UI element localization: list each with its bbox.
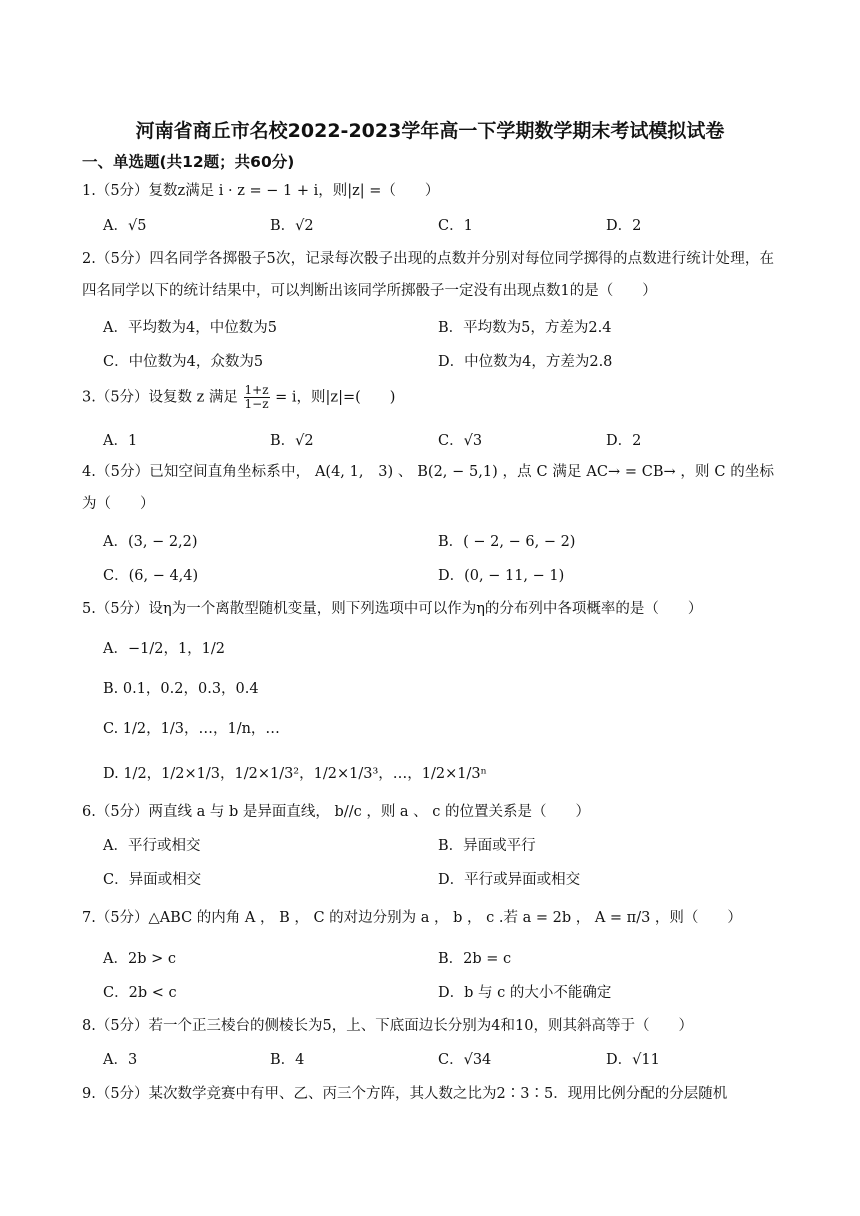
question-6-option-b: B．异面或平行 [438,838,536,854]
question-1-stem: 1.（5分）复数z满足 i · z = − 1 + i，则|z| =（ ） [82,183,440,199]
question-5-option-d: D. 1/2，1/2×1/3，1/2×1/3²，1/2×1/3³，…，1/2×1/3ⁿ [103,766,487,782]
question-7-option-b: B．2b = c [438,951,512,967]
question-3-option-b: B．√2 [270,433,314,449]
question-3-stem-post: = i，则|z|=( ) [275,389,396,406]
question-3-option-c: C．√3 [438,433,483,449]
question-5-stem: 5.（5分）设η为一个离散型随机变量，则下列选项中可以作为η的分布列中各项概率的是（ ） [82,601,703,617]
question-7-option-c: C．2b < c [103,985,177,1001]
question-3-option-a: A．1 [103,433,138,449]
question-4-option-d: D．(0, − 11, − 1) [438,568,565,584]
question-6-option-a: A．平行或相交 [103,838,201,854]
question-1-option-b: B．√2 [270,218,314,234]
question-1-option-a: A．√5 [103,218,147,234]
question-2-option-d: D．中位数为4，方差为2.8 [438,354,613,370]
question-7-option-a: A．2b > c [103,951,176,967]
question-1-option-d: D．2 [606,218,642,234]
question-1-option-c: C．1 [438,218,473,234]
question-4-option-b: B．( − 2, − 6, − 2) [438,534,576,550]
question-2-option-a: A．平均数为4，中位数为5 [103,320,277,336]
question-6-stem: 6.（5分）两直线 a 与 b 是异面直线， b//c ，则 a 、 c 的位置关系是（ ） [82,804,591,820]
question-6-option-d: D．平行或异面或相交 [438,872,581,888]
question-2-option-c: C．中位数为4，众数为5 [103,354,264,370]
question-5-option-b: B. 0.1，0.2，0.3，0.4 [103,681,259,697]
question-3-stem-pre: 3.（5分）设复数 z 满足 [82,389,238,406]
question-8-stem: 8.（5分）若一个正三棱台的侧棱长为5，上、下底面边长分别为4和10，则其斜高等于（ ） [82,1018,693,1034]
question-2-option-b: B．平均数为5，方差为2.4 [438,320,612,336]
question-3-stem [82,384,395,411]
question-8-option-b: B．4 [270,1052,305,1068]
question-9-stem: 9.（5分）某次数学竞赛中有甲、乙、丙三个方阵，其人数之比为2∶3∶5．现用比例分配的分层随机 [82,1086,728,1102]
question-2-stem: 2.（5分）四名同学各掷骰子5次，记录每次骰子出现的点数并分别对每位同学掷得的点数进行统计处理，在四名同学以下的统计结果中，可以判断出该同学所掷骰子一定没有出现点数1的是（ ） [82,251,774,299]
question-3-option-d: D．2 [606,433,642,449]
question-4-option-a: A．(3, − 2,2) [103,534,198,550]
question-4-stem: 4.（5分）已知空间直角坐标系中， A(4, 1, 3) 、 B(2, − 5,1) ，点 C 满足 AC→ = CB→ ，则 C 的坐标为（ ） [82,464,774,512]
question-7-stem: 7.（5分）△ABC 的内角 A ， B ， C 的对边分别为 a ， b ， c .若 a = 2b ， A = π/3 ，则（ ） [82,910,742,926]
question-4-option-c: C．(6, − 4,4) [103,568,199,584]
exam-title: 河南省商丘市名校2022-2023学年高一下学期数学期末考试模拟试卷 [135,120,725,142]
question-7-option-d: D．b 与 c 的大小不能确定 [438,985,612,1001]
question-8-option-d: D．√11 [606,1052,660,1068]
question-5-option-c: C. 1/2，1/3，…，1/n，… [103,721,280,737]
question-8-option-c: C．√34 [438,1052,492,1068]
question-6-option-c: C．异面或相交 [103,872,202,888]
question-3-fraction [244,384,270,411]
section-heading: 一、单选题(共12题；共60分) [82,153,295,171]
question-5-option-a: A．−1/2，1，1/2 [103,641,226,657]
question-3-fraction-numerator: 1+z [244,383,269,397]
question-8-option-a: A．3 [103,1052,138,1068]
question-3-fraction-denominator: 1−z [244,397,269,411]
